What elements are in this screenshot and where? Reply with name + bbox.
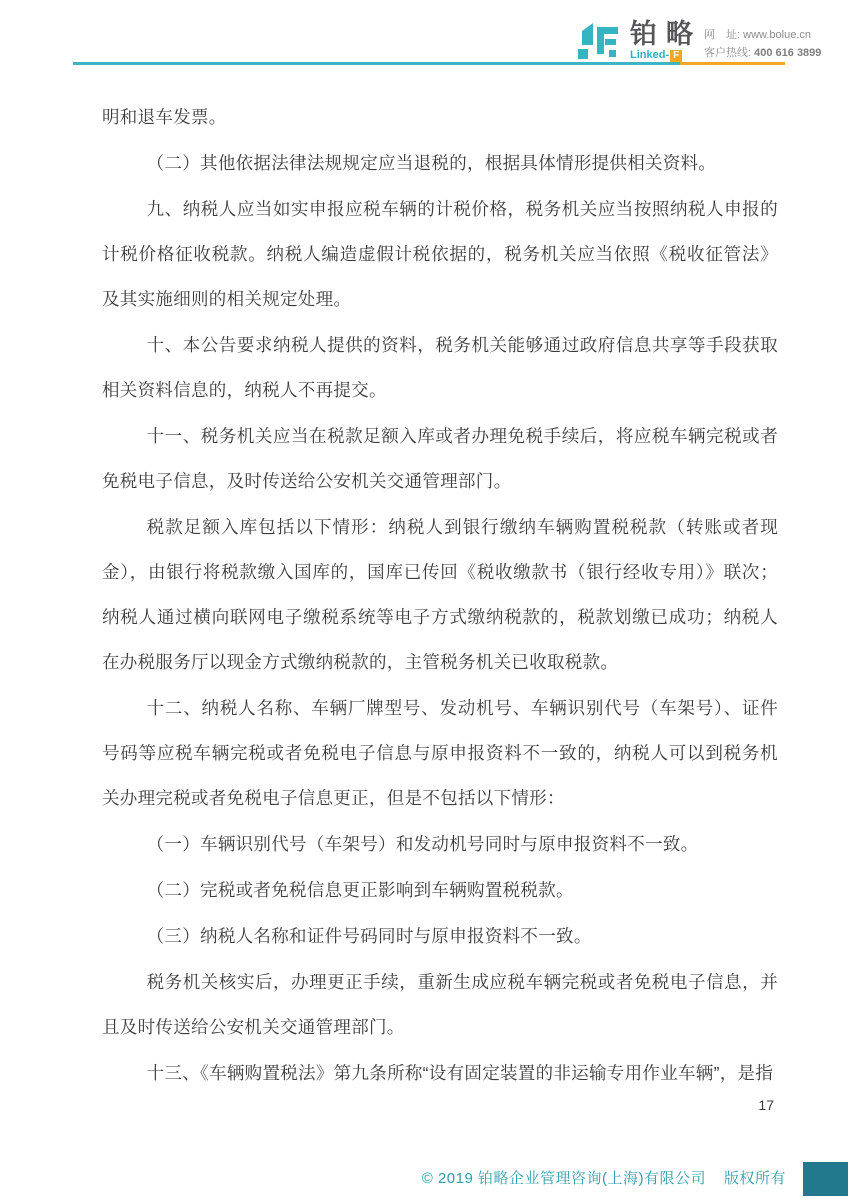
header-divider — [73, 62, 785, 65]
header-divider-teal-segment — [73, 62, 680, 65]
hotline-row — [704, 44, 821, 62]
document-body — [102, 95, 778, 1097]
logo-text — [630, 20, 702, 62]
bolue-logo-icon — [576, 20, 622, 62]
paragraph: （一）车辆识别代号（车架号）和发动机号同时与原申报资料不一致。 — [146, 834, 699, 854]
paragraph: （二）完税或者免税信息更正影响到车辆购置税税款。 — [146, 880, 574, 900]
footer-copyright — [422, 1167, 786, 1188]
header-divider-orange-segment — [680, 62, 785, 65]
brand-name-en — [630, 49, 702, 62]
paragraph: 十三、《车辆购置税法》第九条所称“设有固定装置的非运输专用作业车辆”，是指 — [146, 1063, 774, 1083]
website-url: www.bolue.cn — [743, 29, 811, 41]
paragraph: （二）其他依据法律法规规定应当退税的，根据具体情形提供相关资料。 — [146, 153, 717, 173]
paragraph: 十、本公告要求纳税人提供的资料，税务机关能够通过政府信息共享等手段获取相关资料信息的，纳税人不再提交。 — [102, 335, 778, 400]
page-number: 17 — [758, 1097, 774, 1113]
header-contact-info — [704, 26, 821, 62]
brand-name-cn: 铂略 — [630, 19, 702, 49]
brand-en-text: Linked- — [630, 49, 670, 61]
paragraph: 税务机关核实后，办理更正手续，重新生成应税车辆完税或者免税电子信息，并且及时传送给公安机关交通管理部门。 — [102, 972, 778, 1037]
paragraph: （三）纳税人名称和证件号码同时与原申报资料不一致。 — [146, 926, 592, 946]
footer-accent-square — [803, 1162, 848, 1196]
paragraph: 明和退车发票。 — [102, 107, 227, 127]
paragraph: 十二、纳税人名称、车辆厂牌型号、发动机号、车辆识别代号（车架号）、证件号码等应税车辆完税或者免税电子信息与原申报资料不一致的，纳税人可以到税务机关办理完税或者免税电子信息更正，但是不包括以下情形： — [102, 698, 778, 808]
website-label: 网 址: — [704, 29, 741, 41]
hotline-number: 400 616 3899 — [754, 47, 822, 59]
website-row — [704, 26, 821, 44]
rights-text: 版权所有 — [723, 1170, 786, 1187]
copyright-text: © 2019 铂略企业管理咨询(上海)有限公司 — [421, 1170, 706, 1187]
paragraph: 税款足额入库包括以下情形：纳税人到银行缴纳车辆购置税税款（转账或者现金），由银行将税款缴入国库的，国库已传回《税收缴款书（银行经收专用）》联次；纳税人通过横向联网电子缴税系统等电子方式缴纳税款的，税款划缴已成功；纳税人在办税服务厅以现金方式缴纳税款的，主管税务机关已收取税款。 — [102, 517, 778, 672]
brand-f-badge: F — [670, 50, 682, 62]
bolue-logo — [576, 20, 702, 62]
paragraph: 十一、税务机关应当在税款足额入库或者办理免税手续后，将应税车辆完税或者免税电子信息，及时传送给公安机关交通管理部门。 — [102, 426, 778, 491]
hotline-label: 客户热线: — [704, 47, 752, 59]
paragraph: 九、纳税人应当如实申报应税车辆的计税价格，税务机关应当按照纳税人申报的计税价格征收税款。纳税人编造虚假计税依据的，税务机关应当依照《税收征管法》及其实施细则的相关规定处理。 — [102, 199, 778, 309]
